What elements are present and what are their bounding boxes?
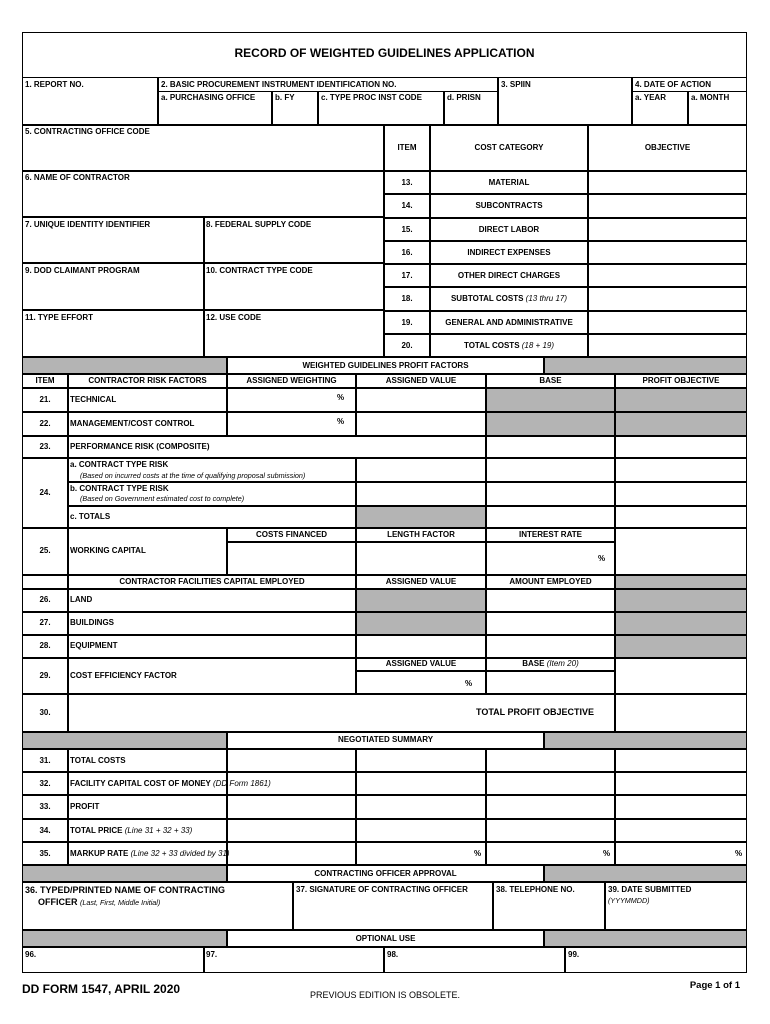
neg-row-value[interactable]: [615, 772, 747, 795]
r21-pct: %: [337, 393, 345, 402]
label-dod-claimant: 9. DOD CLAIMANT PROGRAM: [25, 266, 140, 275]
cost-row-item: 13.: [401, 177, 413, 187]
cost-row-objective[interactable]: [588, 218, 747, 241]
neg-row-value[interactable]: [227, 795, 356, 819]
neg-row-value[interactable]: [615, 842, 747, 865]
cost-row-category: [430, 318, 588, 328]
r22-pct: %: [337, 417, 345, 426]
label-fy: b. FY: [275, 93, 295, 102]
ph-objective-label: PROFIT OBJECTIVE: [642, 376, 720, 385]
r24b-value[interactable]: [356, 482, 486, 506]
r23-label-text: PERFORMANCE RISK (COMPOSITE): [70, 442, 210, 451]
cost-row-category: [430, 201, 588, 211]
neg-row-label-note: (Line 32 + 33 divided by 31): [130, 848, 230, 858]
label-96: 96.: [25, 950, 37, 959]
cost-row-category-note: (13 thru 17): [525, 294, 568, 303]
neg-row-label: [70, 802, 99, 812]
cost-row-item: 16.: [401, 247, 413, 257]
r21-value[interactable]: [356, 388, 486, 412]
r26-item-label: 26.: [39, 595, 51, 604]
label-telephone: 38. TELEPHONE NO.: [496, 885, 575, 894]
r29-objective[interactable]: [615, 658, 747, 694]
shade-right-1: [544, 357, 747, 374]
r25-pct: %: [598, 554, 606, 563]
r25-interest-rate-label: INTEREST RATE: [519, 530, 582, 539]
r30-item-label: 30.: [39, 708, 51, 717]
neg-row-label-text: TOTAL COSTS: [70, 755, 126, 765]
r24c-value-shade: [356, 506, 486, 528]
shade-right-4: [544, 930, 747, 947]
r26-value-shade: [356, 589, 486, 612]
ph-item-label: ITEM: [35, 376, 55, 385]
r23-base[interactable]: [486, 436, 615, 458]
label-97: 97.: [206, 950, 218, 959]
neg-row-item: 35.: [39, 848, 51, 858]
cost-header-item-label: ITEM: [397, 143, 417, 152]
ph-risk-label: CONTRACTOR RISK FACTORS: [88, 376, 207, 385]
r26-amount[interactable]: [486, 589, 615, 612]
cost-row-objective[interactable]: [588, 264, 747, 287]
label-date-submitted-note: (YYYMMDD): [608, 896, 650, 905]
neg-row-value[interactable]: [356, 749, 486, 772]
neg-row-value[interactable]: [227, 819, 356, 842]
fh-value-text: ASSIGNED VALUE: [385, 577, 457, 586]
field-97[interactable]: [204, 947, 384, 973]
neg-row-item: 34.: [39, 825, 51, 835]
label-report-no: 1. REPORT NO.: [25, 80, 84, 89]
shade-left-4: [22, 930, 227, 947]
label-co-name-officer: OFFICER: [38, 897, 78, 907]
r22-item-label: 22.: [39, 419, 51, 428]
r27-amount[interactable]: [486, 612, 615, 635]
label-co-name: 36. TYPED/PRINTED NAME OF CONTRACTING: [25, 885, 226, 895]
r24a-label-text: a. CONTRACT TYPE RISK: [70, 460, 169, 469]
neg-row-pct: %: [474, 848, 482, 858]
shade-right-3: [544, 865, 747, 882]
label-spiin: 3. SPIIN: [501, 80, 531, 89]
label-co-signature: 37. SIGNATURE OF CONTRACTING OFFICER: [296, 885, 468, 894]
neg-row-label-text: FACILITY CAPITAL COST OF MONEY: [70, 778, 211, 788]
neg-row-item: 33.: [39, 802, 51, 811]
r24b-base[interactable]: [486, 482, 615, 506]
cost-header-category-label: COST CATEGORY: [474, 143, 544, 152]
r29-base-note: (Item 20): [546, 659, 579, 668]
cost-row-category-label: DIRECT LABOR: [478, 224, 540, 234]
r29-pct: %: [465, 679, 473, 688]
r21-objective-shade: [615, 388, 747, 412]
neg-row-pct: %: [735, 848, 743, 858]
neg-row-value[interactable]: [615, 749, 747, 772]
r26-label: [68, 589, 356, 612]
r21-label-text: TECHNICAL: [70, 395, 117, 404]
neg-row-value[interactable]: [486, 819, 615, 842]
r27-item-label: 27.: [39, 618, 51, 627]
r25-costs-financed[interactable]: [227, 542, 356, 575]
label-year: a. YEAR: [635, 93, 666, 102]
neg-row-value[interactable]: [227, 772, 356, 795]
form-title: RECORD OF WEIGHTED GUIDELINES APPLICATION: [234, 46, 535, 60]
r25-length-factor[interactable]: [356, 542, 486, 575]
section-negotiated-title: NEGOTIATED SUMMARY: [337, 735, 434, 744]
neg-row-label-note: (Line 31 + 32 + 33): [124, 825, 193, 835]
r25-item-label: 25.: [39, 546, 51, 555]
r25-length-factor-label: LENGTH FACTOR: [387, 530, 455, 539]
cost-row-item: 17.: [401, 270, 413, 280]
r24a-note: (Based on incurred costs at the time of qualifying proposal submission): [80, 471, 306, 480]
r29-value-label: ASSIGNED VALUE: [385, 659, 457, 668]
r29-base-label-wrap: [486, 659, 615, 669]
neg-row-value[interactable]: [615, 795, 747, 819]
neg-row-label-note: (DD Form 1861): [212, 778, 271, 788]
r26-objective-shade: [615, 589, 747, 612]
label-instrument-id: 2. BASIC PROCUREMENT INSTRUMENT IDENTIFICATION NO.: [161, 80, 397, 89]
neg-row-value[interactable]: [486, 772, 615, 795]
section-approval-title: CONTRACTING OFFICER APPROVAL: [314, 869, 457, 878]
cost-row-objective[interactable]: [588, 171, 747, 194]
cost-row-category-note: (18 + 19): [521, 340, 555, 350]
cost-row-objective[interactable]: [588, 311, 747, 334]
r29-item-label: 29.: [39, 671, 51, 680]
neg-row-value[interactable]: [356, 772, 486, 795]
shade-left-3: [22, 865, 227, 882]
field-96[interactable]: [22, 947, 204, 973]
ph-base-label: BASE: [539, 376, 562, 385]
r23-item-label: 23.: [39, 442, 51, 451]
cost-row-category-label: OTHER DIRECT CHARGES: [457, 270, 561, 280]
cost-row-category: [430, 294, 588, 304]
r23-objective[interactable]: [615, 436, 747, 458]
neg-row-item: 31.: [39, 755, 51, 765]
r24b-objective[interactable]: [615, 482, 747, 506]
r30-objective[interactable]: [615, 694, 747, 732]
cost-row-item: 14.: [401, 201, 413, 210]
cost-row-item: 18.: [401, 294, 413, 303]
cost-row-objective[interactable]: [588, 194, 747, 218]
label-contracting-office-code: 5. CONTRACTING OFFICE CODE: [25, 127, 150, 136]
ph-value-label: ASSIGNED VALUE: [385, 376, 457, 385]
label-type-effort: 11. TYPE EFFORT: [25, 313, 94, 322]
neg-row-pct: %: [603, 848, 611, 858]
label-99: 99.: [568, 950, 580, 959]
r29-base-label: BASE: [522, 659, 545, 668]
section-optional-title: OPTIONAL USE: [355, 934, 416, 943]
neg-row-label: [70, 849, 230, 859]
label-date-of-action: 4. DATE OF ACTION: [635, 80, 711, 89]
r25-interest-rate[interactable]: [486, 542, 615, 575]
neg-row-item: 32.: [39, 778, 51, 788]
field-98[interactable]: [384, 947, 565, 973]
label-type-proc: c. TYPE PROC INST CODE: [321, 93, 422, 102]
neg-row-value[interactable]: [486, 795, 615, 819]
label-month: a. MONTH: [691, 93, 730, 102]
cost-row-category: [430, 341, 588, 351]
cost-row-category: [430, 271, 588, 281]
cost-row-category: [430, 225, 588, 235]
r24-item-label: 24.: [39, 488, 51, 497]
r24c-base[interactable]: [486, 506, 615, 528]
r21-item-label: 21.: [39, 395, 51, 404]
cost-row-category-label: GENERAL AND ADMINISTRATIVE: [445, 317, 573, 327]
r27-value-shade: [356, 612, 486, 635]
r24c-objective[interactable]: [615, 506, 747, 528]
neg-row-value[interactable]: [356, 819, 486, 842]
shade-right-2: [544, 732, 747, 749]
label-date-submitted: 39. DATE SUBMITTED: [608, 885, 692, 894]
cost-row-objective[interactable]: [588, 334, 747, 357]
r27-objective-shade: [615, 612, 747, 635]
fh-item: [22, 575, 68, 589]
r29-label-text: COST EFFICIENCY FACTOR: [70, 671, 177, 680]
neg-row-label: [70, 826, 192, 836]
cost-row-category-label: INDIRECT EXPENSES: [467, 247, 551, 257]
label-co-name-2: [38, 897, 160, 908]
r24b-note: (Based on Government estimated cost to complete): [80, 494, 245, 503]
form-number: DD FORM 1547, APRIL 2020: [22, 982, 181, 996]
fh-objective-shade: [615, 575, 747, 589]
r25-costs-financed-label: COSTS FINANCED: [255, 530, 328, 539]
ph-weighting-label: ASSIGNED WEIGHTING: [246, 376, 337, 385]
label-co-name-note: (Last, First, Middle Initial): [80, 898, 161, 907]
neg-row-value[interactable]: [356, 842, 486, 865]
cost-row-category: [430, 248, 588, 258]
r24a-objective[interactable]: [615, 458, 747, 482]
r26-label-text: LAND: [70, 595, 93, 604]
r27-label-text: BUILDINGS: [70, 618, 114, 627]
label-98: 98.: [387, 950, 399, 959]
r28-value[interactable]: [356, 635, 486, 658]
section-profit-factors-title: WEIGHTED GUIDELINES PROFIT FACTORS: [302, 361, 469, 370]
neg-row-value[interactable]: [486, 749, 615, 772]
cost-row-category: [430, 178, 588, 188]
r25-label-text: WORKING CAPITAL: [70, 546, 146, 555]
shade-left-1: [22, 357, 227, 374]
cost-row-item: 19.: [401, 317, 413, 327]
cost-row-objective[interactable]: [588, 287, 747, 311]
r22-value[interactable]: [356, 412, 486, 436]
neg-row-value[interactable]: [486, 842, 615, 865]
label-federal-supply-code: 8. FEDERAL SUPPLY CODE: [206, 220, 312, 229]
fh-amount-text: AMOUNT EMPLOYED: [509, 577, 592, 586]
label-contract-type-code: 10. CONTRACT TYPE CODE: [206, 266, 313, 275]
neg-row-label-text: MARKUP RATE: [70, 848, 129, 858]
neg-row-value[interactable]: [615, 819, 747, 842]
neg-row-label: [70, 756, 126, 766]
r22-base-shade: [486, 412, 615, 436]
r28-label-text: EQUIPMENT: [70, 641, 118, 650]
r24a-value[interactable]: [356, 458, 486, 482]
field-99[interactable]: [565, 947, 747, 973]
cost-row-item: 20.: [401, 340, 413, 350]
label-name-of-contractor: 6. NAME OF CONTRACTOR: [25, 173, 130, 182]
r24b-label-text: b. CONTRACT TYPE RISK: [70, 484, 169, 493]
r24a-base[interactable]: [486, 458, 615, 482]
label-prisn: d. PRISN: [447, 93, 481, 102]
fh-label-text: CONTRACTOR FACILITIES CAPITAL EMPLOYED: [119, 577, 305, 586]
cost-row-item: 15.: [401, 224, 413, 234]
cost-row-category-label: MATERIAL: [488, 177, 530, 187]
label-unique-identity: 7. UNIQUE IDENTITY IDENTIFIER: [25, 220, 151, 229]
r25-objective[interactable]: [615, 528, 747, 575]
page-number: Page 1 of 1: [689, 980, 740, 991]
neg-row-value[interactable]: [227, 842, 356, 865]
r21-base-shade: [486, 388, 615, 412]
label-purchasing-office: a. PURCHASING OFFICE: [161, 93, 256, 102]
cost-row-category-label: TOTAL COSTS: [463, 340, 520, 350]
r24c-label-text: c. TOTALS: [70, 512, 111, 521]
cost-row-objective[interactable]: [588, 241, 747, 264]
cost-row-category-label: SUBTOTAL COSTS: [450, 294, 524, 303]
neg-row-value[interactable]: [356, 795, 486, 819]
r29-base[interactable]: [486, 671, 615, 694]
r24c-label: [68, 506, 356, 528]
cost-header-objective-label: OBJECTIVE: [644, 143, 691, 152]
r30-label-text: TOTAL PROFIT OBJECTIVE: [476, 707, 595, 717]
r28-amount[interactable]: [486, 635, 615, 658]
obsolete-notice: PREVIOUS EDITION IS OBSOLETE.: [309, 990, 461, 1000]
r22-label-text: MANAGEMENT/COST CONTROL: [70, 419, 195, 428]
shade-left-2: [22, 732, 227, 749]
label-use-code: 12. USE CODE: [206, 313, 262, 322]
r22-objective-shade: [615, 412, 747, 436]
r28-item-label: 28.: [39, 641, 51, 650]
neg-row-label-text: PROFIT: [70, 802, 100, 811]
cost-row-category-label: SUBCONTRACTS: [475, 201, 543, 210]
neg-row-label-text: TOTAL PRICE: [70, 825, 123, 835]
neg-row-value[interactable]: [227, 749, 356, 772]
r28-objective-shade: [615, 635, 747, 658]
